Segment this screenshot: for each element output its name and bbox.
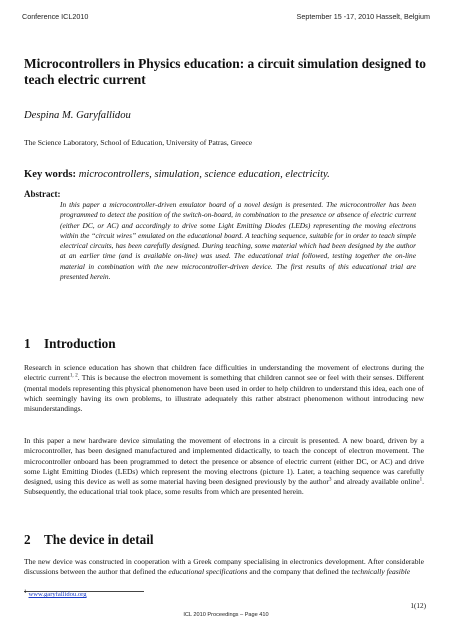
section-2-number: 2 [24, 532, 31, 547]
page-number: 1(12) [410, 602, 426, 610]
keywords-label: Key words: [24, 169, 77, 180]
paper-affiliation: The Science Laboratory, School of Education, University of Patras, Greece [24, 138, 253, 147]
intro-paragraph-2: In this paper a new hardware device simulating the movement of electrons in a circuit is presented. A new board, driven by a microcontroller, has been designed manufactured and implemented didactically, to teach the concept of electron movement. The microcontroller onboard has been programmed to detect the presence or absence of electric current (either DC, or AC) and drive some Light Emitting Diodes (LEDs) which represent the moving electrons (picture 1). Later, a teaching sequence was carefully designed, using this device as well as some material having been designed previously by the author$^3$ and already available online$^1$. Subsequently, the educational trial took place, some results from which are presented herein. [24, 436, 424, 497]
abstract-heading: Abstract: [24, 189, 61, 199]
keywords-line [24, 169, 428, 180]
section-2-title: The device in detail [44, 532, 154, 547]
citation-3: 3 [328, 477, 332, 483]
section-1-heading [24, 336, 116, 352]
header-conference: Conference ICL2010 [22, 12, 89, 21]
keywords-text: microcontrollers, simulation, science education, electricity. [78, 169, 330, 180]
citation-1-2: 1, 2 [69, 373, 78, 379]
section-2-heading [24, 532, 154, 548]
footnote [24, 590, 87, 598]
emphasis-educational-specifications: educational specifications [168, 567, 248, 577]
paper-title: Microcontrollers in Physics education: a circuit simulation designed to teach electric current [24, 56, 426, 87]
footnote-marker: 1 [24, 590, 27, 595]
section-1-number: 1 [24, 336, 31, 351]
section-1-title: Introduction [44, 336, 116, 351]
header-dates: September 15 -17, 2010 Hasselt, Belgium [296, 12, 430, 21]
proceedings-footer: ICL 2010 Proceedings – Page 410 [183, 612, 269, 618]
emphasis-technically-feasible: technically feasible [351, 567, 411, 577]
device-paragraph-1: The new device was constructed in cooperation with a Greek company specialising in electronics development. After considerable discussions between the author that defined the educational specifications and the company that defined the technically feasible [24, 557, 424, 577]
footnote-link[interactable]: www.garyfallidou.org [28, 591, 87, 599]
footnote-ref-1: 1 [419, 477, 423, 483]
running-header [22, 12, 430, 21]
paper-author: Despina M. Garyfallidou [24, 110, 131, 121]
abstract-body: In this paper a microcontroller-driven emulator board of a novel design is presented. The microcontroller has been programmed to detect the position of the switch-on-board, in combination to the presence or absence of electric current (either DC, or AC) and accordingly to drive some Light Emitting Diodes (LEDs) representing the moving electrons within the “circuit wires” emulated on the educational board. A teaching sequence, suitable for in order to teach simple electrical circuits, has been carefully designed. During teaching, some material which had been designed by the author at an earlier time (and is available on-line) was used. The educational trial followed, testing together the on-line material in combination with the new microcontroller-driven device. The first results of this educational trial are presented herein. [60, 200, 416, 282]
intro-paragraph-1: Research in science education has shown that children face difficulties in understanding the movement of electrons during the electric current$^{1, 2}$. This is because the electron movement is something that children cannot see or feel with their senses. Different (mental models representing this physical phenomenon have been used in order to help children to understand this idea, each one of which seemingly having its own problems, to illustrate adequately this rather abstract phenomenon without introducing new misunderstandings. [24, 363, 424, 414]
